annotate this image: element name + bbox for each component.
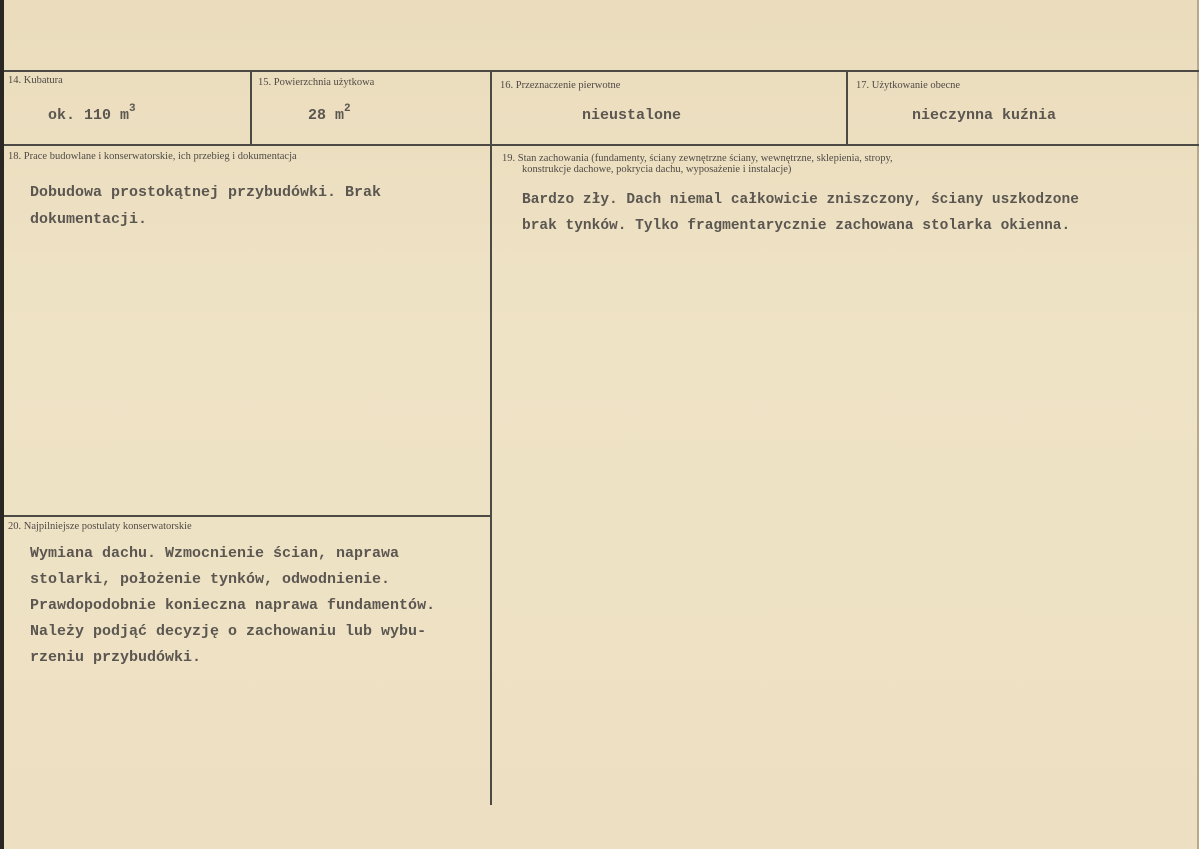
field-17-value: nieczynna kuźnia xyxy=(912,107,1057,124)
field-19-label: 19. Stan zachowania (fundamenty, ściany zewnętrzne ściany, wewnętrzne, sklepienia, stropy, xyxy=(502,153,893,164)
field-20-line: Należy podjąć decyzję o zachowaniu lub wybu- xyxy=(30,623,427,640)
field-20-line: Wymiana dachu. Wzmocnienie ścian, naprawa xyxy=(30,545,400,562)
field-14-label: 14. Kubatura xyxy=(8,75,63,86)
field-14-value xyxy=(48,103,136,129)
field-19-line: brak tynków. Tylko fragmentarycznie zachowana stolarka okienna. xyxy=(522,218,1071,234)
row1-bottom-rule xyxy=(4,144,1199,146)
field-17-label: 17. Użytkowanie obecne xyxy=(856,80,961,91)
row1-top-rule xyxy=(4,70,1199,72)
divider-16-17 xyxy=(846,70,848,146)
field-20-label: 20. Najpilniejsze postulaty konserwatorskie xyxy=(8,521,192,532)
field-19-line: Bardzo zły. Dach niemal całkowicie zniszczony, ściany uszkodzone xyxy=(522,192,1079,208)
divider-14-15 xyxy=(250,70,252,146)
field-18-line: Dobudowa prostokątnej przybudówki. Brak xyxy=(30,184,382,201)
field-20-line: stolarki, położenie tynków, odwodnienie. xyxy=(30,571,391,588)
field-15-exponent: 2 xyxy=(344,103,351,115)
field-15-text: 28 m xyxy=(308,107,345,124)
card-edge-left xyxy=(0,0,4,849)
field-15-label: 15. Powierzchnia użytkowa xyxy=(258,77,375,88)
field-18-label: 18. Prace budowlane i konserwatorskie, ich przebieg i dokumentacja xyxy=(8,151,297,162)
field-20-line: Prawdopodobnie konieczna naprawa fundamentów. xyxy=(30,597,436,614)
field-14-text: ok. 110 m xyxy=(48,107,130,124)
field20-top-rule xyxy=(4,515,492,517)
field-18-line: dokumentacji. xyxy=(30,211,148,228)
field-16-value: nieustalone xyxy=(582,107,682,124)
field-20-line: rzeniu przybudówki. xyxy=(30,649,202,666)
field-19-label: konstrukcje dachowe, pokrycia dachu, wyposażenie i instalacje) xyxy=(522,164,792,175)
field-14-exponent: 3 xyxy=(129,103,136,115)
field-15-value xyxy=(308,103,351,129)
divider-main xyxy=(490,70,492,805)
field-16-label: 16. Przeznaczenie pierwotne xyxy=(500,80,621,91)
